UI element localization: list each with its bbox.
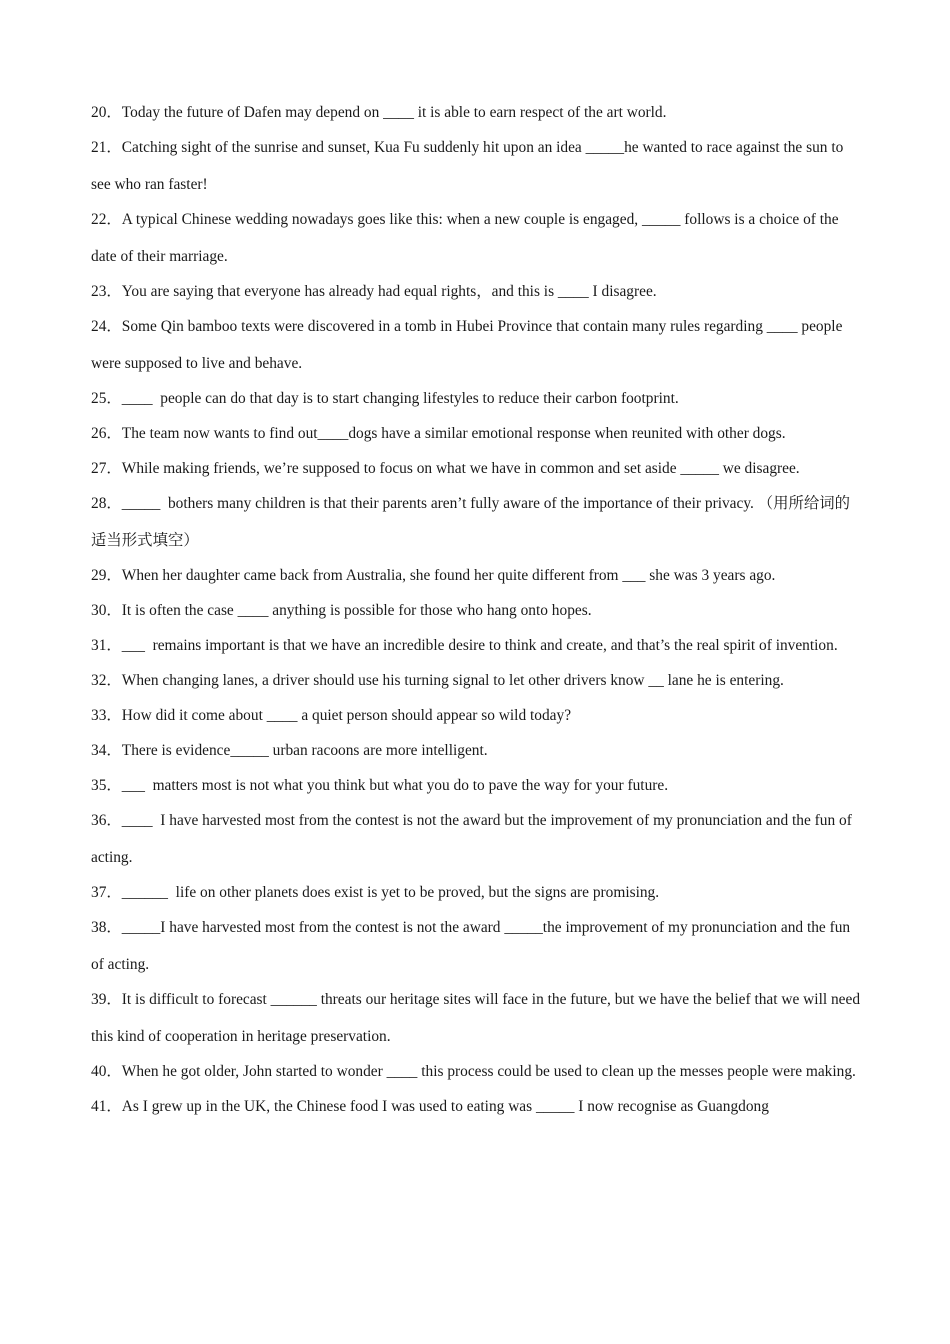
question-item: [91, 273, 861, 310]
question-text: ______ life on other planets does exist is yet to be proved, but the signs are promising.: [121, 884, 660, 901]
question-text: Some Qin bamboo texts were discovered in a tomb in Hubei Province that contain many rules regarding ____ people were supposed to live and behave.: [91, 318, 847, 372]
question-item: [91, 767, 861, 804]
question-number: 22．: [91, 211, 122, 228]
question-number: 25．: [91, 390, 122, 407]
question-text: When he got older, John started to wonder ____ this process could be used to clean up the messes people were making.: [121, 1063, 856, 1080]
question-item: [91, 450, 861, 487]
question-number: 21．: [91, 139, 122, 156]
question-text: When changing lanes, a driver should use his turning signal to let other drivers know __ lane he is entering.: [121, 672, 784, 689]
question-item: [91, 802, 861, 876]
question-item: [91, 557, 861, 594]
question-number: 39．: [91, 991, 122, 1008]
question-text: ____ I have harvested most from the contest is not the award but the improvement of my pronunciation and the fun of acting.: [91, 812, 856, 866]
question-number: 23．: [91, 283, 122, 300]
question-item: [91, 732, 861, 769]
question-number: 32．: [91, 672, 122, 689]
question-item: [91, 874, 861, 911]
question-number: 27．: [91, 460, 122, 477]
question-text: How did it come about ____ a quiet person should appear so wild today?: [121, 707, 572, 724]
question-item: [91, 415, 861, 452]
question-item: [91, 909, 861, 983]
question-number: 28．: [91, 495, 122, 512]
question-text: _____I have harvested most from the contest is not the award _____the improvement of my pronunciation and the fun of acting.: [91, 919, 854, 973]
question-number: 36．: [91, 812, 122, 829]
question-text: There is evidence_____ urban racoons are more intelligent.: [121, 742, 488, 759]
question-number: 37．: [91, 884, 122, 901]
question-number: 31．: [91, 637, 122, 654]
question-item: [91, 380, 861, 417]
question-number: 33．: [91, 707, 122, 724]
question-item: [91, 308, 861, 382]
question-number: 34．: [91, 742, 122, 759]
question-text: It is often the case ____ anything is possible for those who hang onto hopes.: [121, 602, 592, 619]
question-item: [91, 94, 861, 131]
question-item: [91, 697, 861, 734]
question-item: [91, 592, 861, 629]
question-text: A typical Chinese wedding nowadays goes like this: when a new couple is engaged, _____ follows is a choice of the date of their marriage.: [91, 211, 843, 265]
question-list: [91, 94, 864, 1123]
question-text: The team now wants to find out____dogs have a similar emotional response when reunited with other dogs.: [121, 425, 786, 442]
question-text: ___ remains important is that we have an incredible desire to think and create, and that’s the real spirit of invention.: [121, 637, 838, 654]
question-text: While making friends, we’re supposed to focus on what we have in common and set aside _____ we disagree.: [121, 460, 800, 477]
question-number: 29．: [91, 567, 122, 584]
question-number: 41．: [91, 1098, 122, 1115]
question-item: [91, 1053, 861, 1090]
question-text: ___ matters most is not what you think but what you do to pave the way for your future.: [121, 777, 669, 794]
question-text: Catching sight of the sunrise and sunset, Kua Fu suddenly hit upon an idea _____he wanted to race against the sun to see who ran faster!: [91, 139, 848, 193]
question-number: 38．: [91, 919, 122, 936]
question-text: Today the future of Dafen may depend on ____ it is able to earn respect of the art world.: [121, 104, 667, 121]
question-number: 26．: [91, 425, 122, 442]
question-number: 24．: [91, 318, 122, 335]
question-text: As I grew up in the UK, the Chinese food I was used to eating was _____ I now recognise as Guangdong: [121, 1098, 769, 1115]
question-text: It is difficult to forecast ______ threats our heritage sites will face in the future, but we have the belief that we will need this kind of cooperation in heritage preservation.: [91, 991, 864, 1045]
question-item: [91, 627, 861, 664]
question-item: [91, 662, 861, 699]
question-text: _____ bothers many children is that their parents aren’t fully aware of the importance of their privacy. （用所给词的适当形式填空）: [91, 495, 851, 549]
question-item: [91, 201, 861, 275]
question-number: 20．: [91, 104, 122, 121]
question-number: 35．: [91, 777, 122, 794]
question-number: 30．: [91, 602, 122, 619]
question-number: 40．: [91, 1063, 122, 1080]
question-item: [91, 981, 864, 1055]
question-item: [91, 129, 861, 203]
question-text: ____ people can do that day is to start changing lifestyles to reduce their carbon footprint.: [121, 390, 679, 407]
question-text: You are saying that everyone has already had equal rights，and this is ____ I disagree.: [121, 283, 657, 300]
question-item: [91, 1088, 861, 1125]
question-item: [91, 485, 861, 559]
question-text: When her daughter came back from Australia, she found her quite different from ___ she was 3 years ago.: [121, 567, 776, 584]
